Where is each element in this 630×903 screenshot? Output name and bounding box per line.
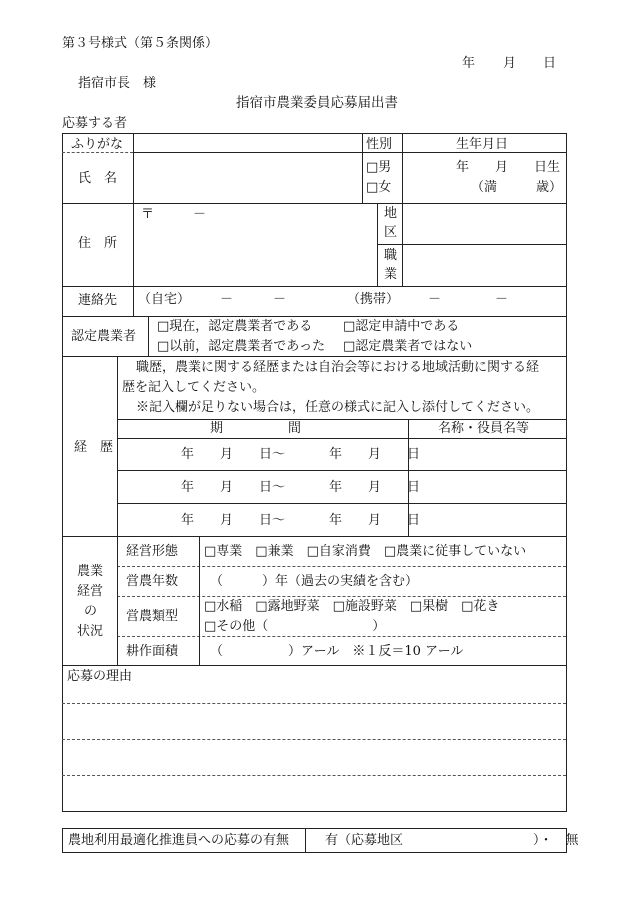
farm-type-options[interactable]: □専業 □兼業 □自家消費 □農業に従事していない (204, 544, 527, 559)
applicant-heading: 応募する者 (62, 116, 128, 131)
reason-label: 応募の理由 (67, 669, 133, 684)
farm-label-3: の (84, 604, 98, 619)
district-label-2: 区 (384, 225, 398, 240)
farm-row3-bottom (117, 636, 566, 637)
postal-code: 〒 － (141, 207, 207, 222)
gender-col-right (402, 133, 403, 203)
table-right-border (566, 133, 567, 812)
farm-label-1: 農業 (77, 564, 104, 579)
contact-label: 連絡先 (78, 293, 118, 308)
birth-label: 生年月日 (456, 137, 509, 152)
footer-left-border (62, 828, 63, 853)
career-header-bottom (117, 438, 566, 439)
certified-applying-checkbox[interactable]: □認定申請中である (343, 319, 460, 334)
home-phone-label: （自宅） (138, 292, 191, 307)
district-col-right (402, 203, 403, 286)
date-year: 年 (462, 56, 476, 71)
occupation-label-2: 業 (384, 267, 398, 282)
farm-kind-label: 営農類型 (126, 609, 179, 624)
farm-label-2: 経営 (77, 584, 104, 599)
farm-label-4: 状況 (77, 624, 104, 639)
footer-top-border (62, 828, 567, 829)
document-title: 指宿市農業委員応募届出書 (236, 95, 398, 111)
career-row-2-start: 年 月 日～ (181, 480, 286, 495)
name-label: 氏 名 (78, 171, 118, 186)
mobile-phone-dash-1: － (428, 292, 442, 307)
home-phone-dash-2: － (273, 292, 287, 307)
farm-years-label: 営農年数 (126, 574, 179, 589)
address-row-bottom (62, 286, 566, 287)
district-label-1: 地 (384, 206, 398, 221)
footer-bottom-border (62, 852, 567, 853)
occupation-label-1: 職 (384, 248, 398, 263)
age-line: （満 歳） (471, 180, 563, 195)
home-phone-dash-1: － (220, 292, 234, 307)
address-label: 住 所 (78, 236, 118, 251)
career-farm-col-divider (117, 356, 118, 666)
form-number: 第３号様式（第５条関係） (62, 36, 219, 51)
certified-farmer-label: 認定農業者 (71, 329, 137, 344)
career-instruction-3: ※記入欄が足りない場合は，任意の様式に記入し添付してください。 (136, 400, 540, 415)
career-row-2-end: 年 月 日 (329, 480, 421, 495)
district-occupation-divider (377, 244, 566, 245)
farm-kind-options-1[interactable]: □水稲 □露地野菜 □施設野菜 □果樹 □花き (204, 599, 500, 614)
career-instruction-2: 歴を記入してください。 (122, 380, 266, 395)
footer-question: 農地利用最適化推進員への応募の有無 (68, 833, 290, 848)
farm-years-value: （ ）年（過去の実績を含む） (210, 574, 419, 589)
career-row-3-start: 年 月 日～ (181, 513, 286, 528)
furigana-label: ふりがな (71, 137, 124, 152)
certified-row-bottom (62, 356, 566, 357)
farm-kind-options-2[interactable]: □その他（ ） (204, 619, 386, 634)
mobile-phone-label: （携帯） (347, 292, 400, 307)
furigana-label-under (62, 152, 133, 153)
career-row1-bottom (117, 470, 566, 471)
table-left-border (62, 133, 63, 812)
gender-female-checkbox[interactable]: □女 (366, 180, 392, 195)
career-row2-bottom (117, 503, 566, 504)
table-bottom-border (62, 811, 567, 812)
certified-none-checkbox[interactable]: □認定農業者ではない (343, 339, 473, 354)
gender-male-checkbox[interactable]: □男 (366, 160, 392, 175)
farm-section-bottom (62, 665, 566, 666)
farm-row2-bottom (117, 596, 566, 597)
certified-former-checkbox[interactable]: □以前，認定農業者であった (157, 339, 326, 354)
career-row-1-end: 年 月 日 (329, 447, 421, 462)
birth-date-line: 年 月 日生 (456, 160, 561, 175)
career-section-bottom (62, 536, 566, 537)
furigana-under (133, 152, 362, 153)
contact-row-bottom (62, 316, 566, 317)
gender-birth-under (362, 152, 566, 153)
addressee: 指宿市長 様 (78, 76, 157, 91)
footer-divider (305, 828, 306, 853)
career-row-1-start: 年 月 日～ (181, 447, 286, 462)
table-top-border (62, 133, 566, 134)
gender-label: 性別 (366, 137, 393, 152)
career-row-3-end: 年 月 日 (329, 513, 421, 528)
district-col-left (377, 203, 378, 286)
certified-current-checkbox[interactable]: □現在，認定農業者である (157, 319, 313, 334)
mobile-phone-dash-2: － (495, 292, 509, 307)
date-day: 日 (543, 56, 557, 71)
gender-col-left (362, 133, 363, 203)
farm-type-label: 経営形態 (126, 544, 179, 559)
farm-row1-bottom (117, 566, 566, 567)
career-label: 経 歴 (74, 440, 114, 455)
farm-area-value: （ ）アール ※１反＝10 アール (210, 644, 464, 659)
footer-answer[interactable]: 有（応募地区 ）・ 無 (325, 833, 579, 848)
career-instruction-1: 職歴，農業に関する経歴または自治会等における地域活動に関する経 (136, 360, 540, 375)
career-period-header: 期 間 (210, 421, 302, 436)
farm-label-col-divider (199, 536, 200, 665)
certified-col-divider (148, 316, 149, 356)
reason-line-2 (62, 739, 566, 740)
label-col-divider-top (133, 133, 134, 316)
reason-line-3 (62, 775, 566, 776)
career-instruction-bottom (117, 419, 566, 420)
career-role-header: 名称・役員名等 (438, 421, 530, 436)
reason-line-1 (62, 703, 566, 704)
name-row-bottom (62, 203, 566, 204)
date-month: 月 (503, 56, 517, 71)
farm-area-label: 耕作面積 (126, 644, 179, 659)
